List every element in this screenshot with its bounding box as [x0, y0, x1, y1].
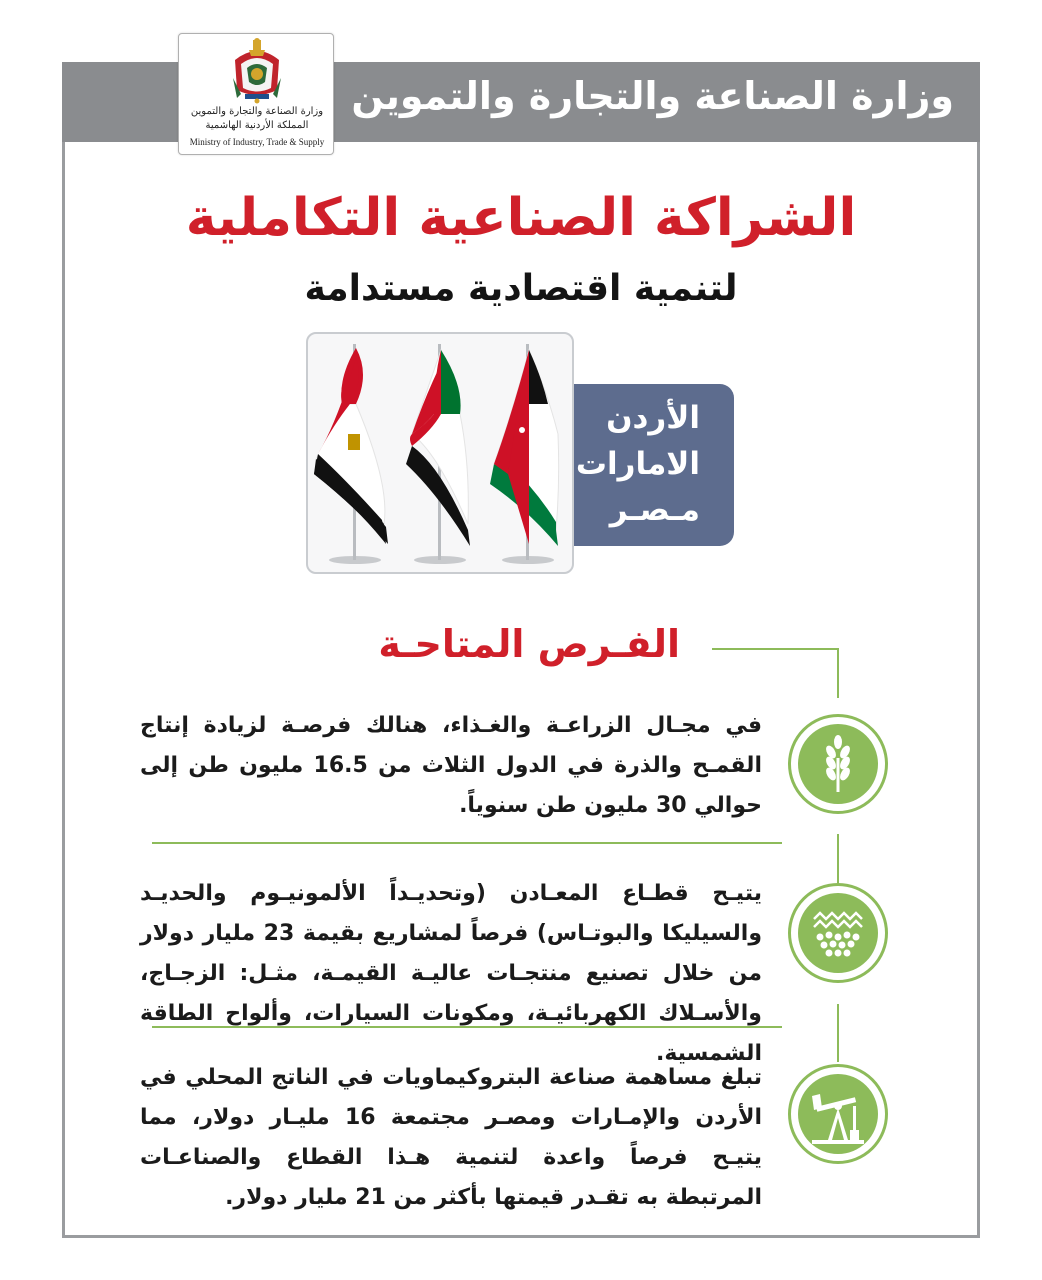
item-separator	[152, 842, 782, 844]
opportunity-minerals-icon-circle	[788, 883, 888, 983]
opportunity-petrochemicals-icon-circle	[788, 1064, 888, 1164]
logo-arabic-kingdom: المملكة الأردنية الهاشمية	[205, 120, 309, 131]
ministry-logo	[178, 33, 334, 155]
sub-title: لتنمية اقتصادية مستدامة	[304, 268, 738, 309]
opportunities-heading: الفـرص المتاحـة	[378, 622, 680, 666]
jordan-flag-icon	[490, 350, 559, 546]
country-egypt: مـصـر	[609, 492, 700, 528]
flags-photo	[306, 332, 574, 574]
opportunity-petrochemicals-text: تبلغ مساهمة صناعة البتروكيماويات في الناتج المحلي في الأردن والإمـارات ومصـر مجتمعة 16 مليـار دولار، مما يتيـح فرصاً واعدة لتنمية هـذا القطاع والصناعـات المرتبطة به تقـدر قيمتها بأكثر من 21 مليار دولار.	[140, 1065, 762, 1210]
oil-pump-icon	[798, 1074, 878, 1154]
egypt-flag-icon	[314, 348, 388, 544]
minerals-icon	[798, 893, 878, 973]
timeline-line	[837, 1004, 839, 1062]
royal-emblem-icon	[227, 38, 287, 104]
countries-box	[574, 384, 734, 546]
logo-english-name: Ministry of Industry, Trade & Supply	[189, 137, 325, 147]
country-jordan: الأردن	[606, 400, 700, 436]
opportunity-agriculture-text: في مجـال الزراعـة والغـذاء، هنالك فرصـة لزيادة إنتاج القمـح والذرة في الدول الثلاث من 16.5 مليون طن إلى حوالي 30 مليون طن سنوياً.	[140, 713, 762, 818]
heading-connector-line	[712, 648, 838, 650]
timeline-line	[837, 648, 839, 698]
logo-arabic-ministry: وزارة الصناعة والتجارة والتموين	[190, 106, 324, 117]
wheat-icon	[798, 724, 878, 804]
country-uae: الامارات	[575, 446, 700, 482]
ministry-name: وزارة الصناعة والتجارة والتموين	[351, 74, 954, 118]
opportunity-minerals-text: يتيـح قطـاع المعـادن (وتحديـداً الألمونيـوم والحديـد والسيليكا والبوتـاس) فرصاً لمشاريع بقيمة 23 مليار دولار من خلال تصنيع منتجـات عاليـة القيمـة، مثـل: الزجـاج، والأسـلاك الكهربائيـة، ومكونات السيارات، وألواح الطاقة الشمسية.	[140, 881, 762, 1066]
opportunity-agriculture-icon-circle	[788, 714, 888, 814]
main-title: الشراكة الصناعية التكاملية	[185, 188, 857, 248]
item-separator	[152, 1026, 782, 1028]
